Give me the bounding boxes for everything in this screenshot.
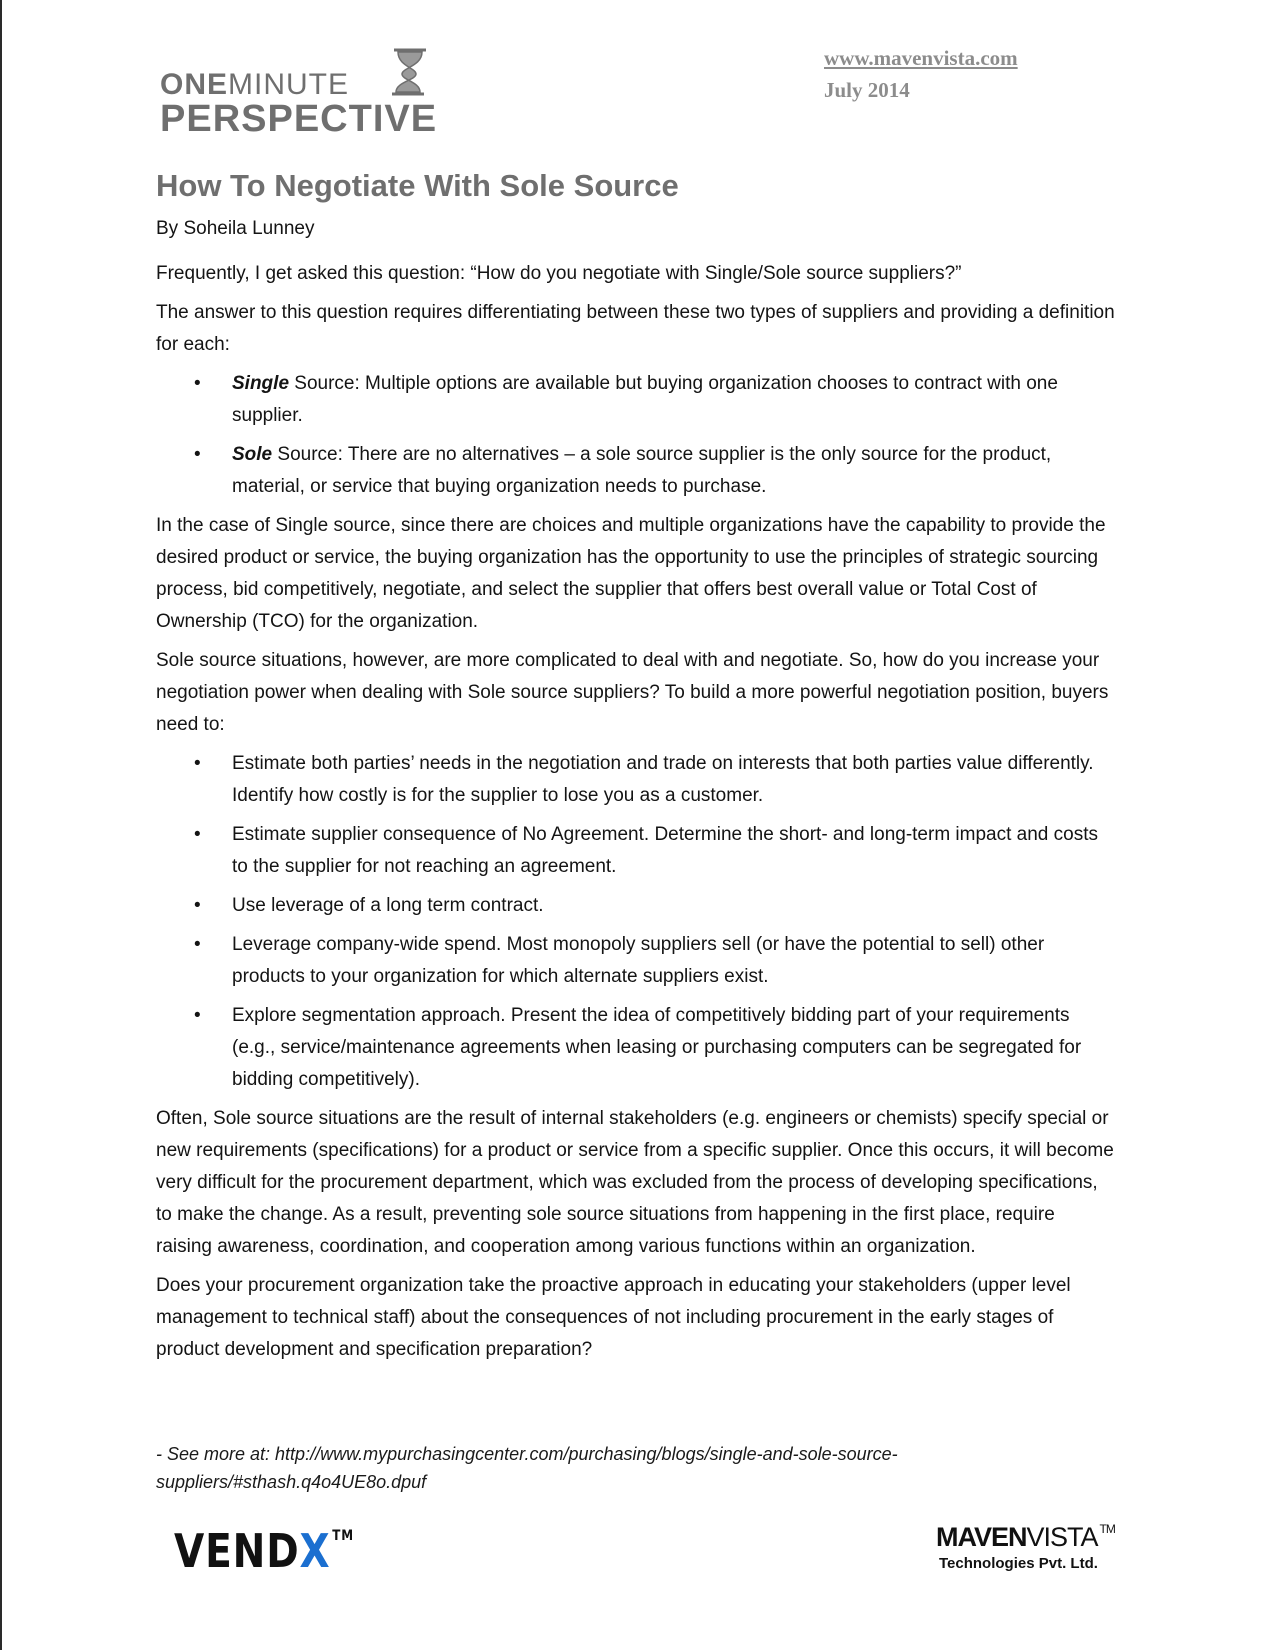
tip-text: Leverage company-wide spend. Most monopoly suppliers sell (or have the potential to sell) other products to your organization for which alternate suppliers exist. (232, 934, 1045, 987)
tip-text: Use leverage of a long term contract. (232, 895, 544, 916)
article-byline: By Soheila Lunney (156, 218, 315, 239)
trademark-mark: TM (1099, 1522, 1115, 1536)
bullet-icon: • (194, 753, 201, 774)
bullet-icon: • (194, 1005, 201, 1026)
hourglass-icon (386, 46, 432, 98)
publication-date: July 2014 (824, 78, 910, 102)
list-item (156, 368, 1116, 432)
page-left-border (0, 0, 2, 1650)
list-item (156, 819, 1116, 883)
tip-text: Estimate supplier consequence of No Agreement. Determine the short- and long-term impact and costs to the supplier for not reaching an agreement. (232, 824, 1098, 877)
bullet-icon: • (194, 444, 201, 465)
mavenvista-subtitle: Technologies Pvt. Ltd. (939, 1555, 1098, 1572)
tips-list (156, 748, 1116, 1096)
mavenvista-logo (936, 1522, 1115, 1572)
trademark-mark: TM (332, 1528, 354, 1544)
list-item (156, 1000, 1116, 1096)
logo-line-two: PERSPECTIVE (160, 98, 438, 140)
vendx-x-letter: X (299, 1524, 331, 1578)
tip-text: Estimate both parties’ needs in the negotiation and trade on interests that both parties value differently. Identify how costly is for the supplier to lose you as a customer. (232, 753, 1094, 806)
stakeholders-paragraph: Often, Sole source situations are the result of internal stakeholders (e.g. engineers or chemists) specify special or new requirements (specifications) for a product or service from a specific supplier. Once this occurs, it will become very difficult for the procurement department, which was excluded from the process of developing specifications, to make the change. As a result, preventing sole source situations from happening in the first place, require raising awareness, coordination, and cooperation among various functions within an organization. (156, 1108, 1114, 1257)
source-link-note[interactable]: - See more at: http://www.mypurchasingcenter.com/purchasing/blogs/single-and-sole-source-suppliers/#sthash.q4o4UE8o.dpuf (156, 1444, 898, 1492)
article-content (156, 168, 1116, 1373)
list-item (156, 890, 1116, 922)
tip-text: Explore segmentation approach. Present the idea of competitively bidding part of your requirements (e.g., service/maintenance agreements when leasing or purchasing computers can be segregated for bidding competitively). (232, 1005, 1082, 1090)
intro-question: Frequently, I get asked this question: “How do you negotiate with Single/Sole source suppliers?” (156, 263, 962, 284)
closing-question: Does your procurement organization take the proactive approach in educating your stakeholders (upper level management to technical staff) about the consequences of not including procurement in the early stages of product development and specification preparation? (156, 1275, 1071, 1360)
sole-source-paragraph: Sole source situations, however, are more complicated to deal with and negotiate. So, how do you increase your negotiation power when dealing with Sole source suppliers? To build a more powerful negotiation position, buyers need to: (156, 650, 1109, 735)
definition-term: Single (232, 373, 290, 394)
definition-text: Source: Multiple options are available but buying organization chooses to contract with one supplier. (232, 373, 1058, 426)
bullet-icon: • (194, 934, 201, 955)
bullet-icon: • (194, 824, 201, 845)
single-source-paragraph: In the case of Single source, since there are choices and multiple organizations have the capability to provide the desired product or service, the buying organization has the opportunity to use the principles of strategic sourcing process, bid competitively, negotiate, and select the supplier that offers best overall value or Total Cost of Ownership (TCO) for the organization. (156, 515, 1106, 632)
website-link[interactable]: www.mavenvista.com (824, 46, 1018, 70)
mavenvista-name: MAVENVISTA ™ (936, 1522, 1115, 1552)
list-item (156, 748, 1116, 812)
definition-term: Sole (232, 444, 273, 465)
list-item (156, 439, 1116, 503)
article-title: How To Negotiate With Sole Source (156, 168, 679, 203)
bullet-icon: • (194, 895, 201, 916)
logo-line-one: ONEMINUTE (160, 68, 350, 101)
definitions-list (156, 368, 1116, 503)
intro-answer: The answer to this question requires differentiating between these two types of suppliers and providing a definition for each: (156, 302, 1115, 355)
list-item (156, 929, 1116, 993)
definition-text: Source: There are no alternatives – a sole source supplier is the only source for the product, material, or service that buying organization needs to purchase. (232, 444, 1052, 497)
bullet-icon: • (194, 373, 201, 394)
vendx-logo: VENDX ™ (174, 1524, 354, 1578)
one-minute-perspective-logo (160, 46, 440, 140)
